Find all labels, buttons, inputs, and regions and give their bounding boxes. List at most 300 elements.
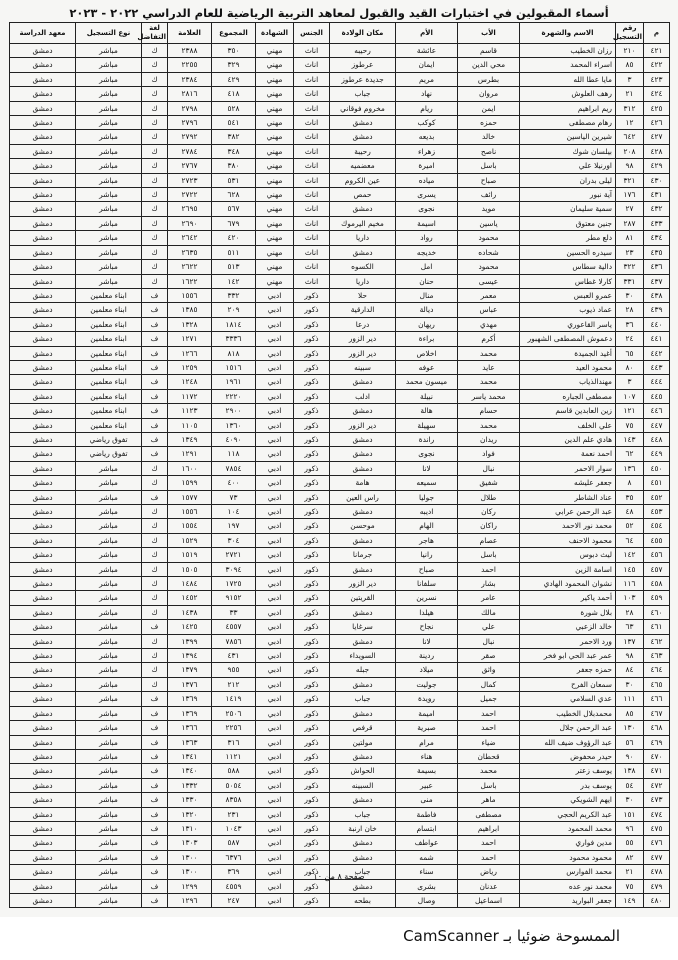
table-cell: ٩١٥٢ <box>212 591 256 605</box>
table-cell: ٦٣٧٦ <box>212 850 256 864</box>
table-cell: ٤٢٨ <box>644 144 670 158</box>
table-cell: ٤٢٥ <box>644 101 670 115</box>
table-cell: نهاد <box>396 87 458 101</box>
table-cell: مباشر <box>76 260 142 274</box>
table-row <box>10 101 670 115</box>
table-cell: دمشق <box>10 620 76 634</box>
table-cell: براءة <box>396 332 458 346</box>
table-cell: ابناء معلمين <box>76 303 142 317</box>
table-cell: ف <box>142 778 168 792</box>
table-cell: ادبي <box>256 850 294 864</box>
table-cell: دمشق <box>330 677 396 691</box>
table-cell: ك <box>142 159 168 173</box>
table-cell: دمشق <box>330 404 396 418</box>
table-cell: سلفانا <box>396 577 458 591</box>
table-cell: ك <box>142 101 168 115</box>
table-cell: دمشق <box>330 605 396 619</box>
table-cell: ك <box>142 663 168 677</box>
table-cell: ٣٦ <box>616 317 644 331</box>
column-header: المجموع <box>212 23 256 44</box>
table-cell: ٤٥٩ <box>644 591 670 605</box>
table-cell: مرام <box>396 735 458 749</box>
table-cell: السويداء <box>330 649 396 663</box>
table-cell: ابناء معلمين <box>76 375 142 389</box>
table-cell: ٤٤٩ <box>644 447 670 461</box>
table-cell: ف <box>142 404 168 418</box>
table-cell: ذكور <box>294 432 330 446</box>
table-cell: ذكور <box>294 706 330 720</box>
table-cell: ف <box>142 836 168 850</box>
table-cell: سيدره الحسين <box>520 245 616 259</box>
table-cell: يسرى <box>396 188 458 202</box>
table-cell: ٥٨٨ <box>212 764 256 778</box>
table-cell: ٤٤٠ <box>644 317 670 331</box>
table-cell: ٤٣٩ <box>644 303 670 317</box>
table-cell: دمشق <box>10 418 76 432</box>
table-row <box>10 130 670 144</box>
table-cell: ادبي <box>256 461 294 475</box>
table-row <box>10 418 670 432</box>
table-cell: ٤٣١ <box>212 649 256 663</box>
table-cell: رحيبة <box>330 144 396 158</box>
table-cell: محمود <box>458 260 520 274</box>
table-cell: ٤٧٥ <box>644 821 670 835</box>
table-cell: مباشر <box>76 87 142 101</box>
table-row <box>10 375 670 389</box>
table-cell: رائف <box>458 188 520 202</box>
scanner-label: الممسوحة ضوئيا بـ CamScanner <box>403 927 620 945</box>
table-cell: جباب <box>330 807 396 821</box>
table-cell: ٤٧٣ <box>644 793 670 807</box>
table-cell: ٥٦٧ <box>212 202 256 216</box>
table-cell: مباشر <box>76 274 142 288</box>
table-cell: ٤٥٥٧ <box>212 620 256 634</box>
table-cell: ادبي <box>256 360 294 374</box>
table-cell: ذكور <box>294 649 330 663</box>
table-cell: مباشر <box>76 893 142 907</box>
table-cell: ٢٨ <box>616 605 644 619</box>
table-cell: مباشر <box>76 865 142 879</box>
table-cell: مباشر <box>76 807 142 821</box>
table-cell: محمد <box>458 346 520 360</box>
table-cell: دمشق <box>10 72 76 86</box>
table-cell: احمد <box>458 721 520 735</box>
table-cell: ١١٢٣ <box>168 404 212 418</box>
table-cell: ف <box>142 375 168 389</box>
table-cell: ١٤٢ <box>616 548 644 562</box>
table-row <box>10 144 670 158</box>
table-cell: دمشق <box>10 274 76 288</box>
table-cell: ٦٤٢ <box>616 130 644 144</box>
table-cell: جوليا <box>396 490 458 504</box>
table-cell: ادبي <box>256 749 294 763</box>
table-cell: بلال شورة <box>520 605 616 619</box>
table-cell: صباح <box>396 562 458 576</box>
table-cell: ف <box>142 749 168 763</box>
table-cell: ٩٦ <box>616 821 644 835</box>
table-cell: مباشر <box>76 577 142 591</box>
table-cell: جميل <box>458 692 520 706</box>
table-cell: ٤٤٨ <box>644 432 670 446</box>
table-cell: ادبي <box>256 519 294 533</box>
table-row <box>10 317 670 331</box>
table-cell: ١٠٧ <box>616 389 644 403</box>
table-cell: ١٢٩١ <box>168 447 212 461</box>
table-cell: ذكور <box>294 490 330 504</box>
table-cell: ٣ <box>616 375 644 389</box>
table-cell: ابناء معلمين <box>76 360 142 374</box>
table-cell: ك <box>142 173 168 187</box>
table-cell: ٢٧ <box>616 202 644 216</box>
table-cell: ك <box>142 591 168 605</box>
table-cell: باسل <box>458 548 520 562</box>
table-cell: محمد نور عده <box>520 879 616 893</box>
table-cell: ذكور <box>294 447 330 461</box>
table-cell: ١٤٨٤ <box>168 577 212 591</box>
table-cell: ١٥٥٤ <box>168 519 212 533</box>
table-cell: راس العين <box>330 490 396 504</box>
table-cell: عبد الرحمن جلال <box>520 721 616 735</box>
table-cell: ذكور <box>294 533 330 547</box>
table-row <box>10 116 670 130</box>
table-cell: ذكور <box>294 807 330 821</box>
table-cell: مهندالذياب <box>520 375 616 389</box>
table-cell: ورد الاحمر <box>520 634 616 648</box>
table-cell: ف <box>142 764 168 778</box>
table-cell: ابناء معلمين <box>76 418 142 432</box>
table-cell: ٧٨٥٤ <box>212 461 256 475</box>
table-cell: رهام مصطفى <box>520 116 616 130</box>
table-cell: دمشق <box>10 101 76 115</box>
table-cell: ١٥١ <box>616 807 644 821</box>
table-cell: تفوق رياضي <box>76 432 142 446</box>
table-cell: عمرو العبس <box>520 288 616 302</box>
table-cell: محمود الاحنف <box>520 533 616 547</box>
table-cell: سناء <box>396 865 458 879</box>
table-cell: ١١٦ <box>616 577 644 591</box>
table-row <box>10 216 670 230</box>
table-cell: ذكور <box>294 591 330 605</box>
table-cell: عرطوز <box>330 58 396 72</box>
table-cell: مباشر <box>76 649 142 663</box>
table-cell: مباشر <box>76 821 142 835</box>
table-cell: ٣٠ <box>616 288 644 302</box>
table-cell: ف <box>142 893 168 907</box>
table-cell: خديجه <box>396 245 458 259</box>
table-cell: ديالة <box>396 303 458 317</box>
table-cell: ١١٢١ <box>212 749 256 763</box>
table-row <box>10 562 670 576</box>
table-cell: ١١١ <box>616 692 644 706</box>
table-cell: اميمة <box>396 706 458 720</box>
table-cell: مباشر <box>76 663 142 677</box>
table-cell: هالة <box>396 404 458 418</box>
table-cell: موحسن <box>330 519 396 533</box>
table-cell: ٥٣١ <box>212 173 256 187</box>
table-cell: ٣٣١ <box>616 274 644 288</box>
table-cell: مباشر <box>76 130 142 144</box>
table-cell: حلا <box>330 288 396 302</box>
table-cell: ١٥٥٦ <box>168 288 212 302</box>
table-row <box>10 749 670 763</box>
table-cell: ٢٢٥٦ <box>212 721 256 735</box>
table-cell: ادبي <box>256 577 294 591</box>
table-cell: خالد الزعبي <box>520 620 616 634</box>
table-cell: اناث <box>294 173 330 187</box>
table-row <box>10 577 670 591</box>
table-cell: داريا <box>330 274 396 288</box>
table-cell: ك <box>142 476 168 490</box>
table-cell: ذكور <box>294 389 330 403</box>
table-cell: ١٤٣٨ <box>168 605 212 619</box>
table-cell: ذكور <box>294 461 330 475</box>
table-cell: ادبي <box>256 418 294 432</box>
table-cell: ك <box>142 202 168 216</box>
table-cell: ١٠٤٣ <box>212 821 256 835</box>
table-cell: مباشر <box>76 461 142 475</box>
table-cell: ٤٠٠ <box>212 476 256 490</box>
table-cell: ادبي <box>256 476 294 490</box>
table-cell: مباشر <box>76 476 142 490</box>
table-cell: ٥٨٧ <box>212 836 256 850</box>
table-row <box>10 389 670 403</box>
table-cell: ف <box>142 360 168 374</box>
table-cell: ذكور <box>294 476 330 490</box>
table-cell: محي الدين <box>458 58 520 72</box>
table-cell: احمد <box>458 562 520 576</box>
table-cell: دمشق <box>10 893 76 907</box>
table-cell: دمشق <box>330 245 396 259</box>
table-cell: دمشق <box>10 389 76 403</box>
table-cell: مباشر <box>76 735 142 749</box>
column-header: م <box>644 23 670 44</box>
table-cell: ٢١ <box>616 865 644 879</box>
table-cell: ادبي <box>256 288 294 302</box>
table-cell: اناث <box>294 116 330 130</box>
table-cell: ١٣٠٣ <box>168 836 212 850</box>
table-cell: ٣٤٨ <box>212 144 256 158</box>
table-cell: آية نبور <box>520 188 616 202</box>
table-cell: لانا <box>396 461 458 475</box>
table-cell: ٤٢٢ <box>644 58 670 72</box>
table-cell: ف <box>142 317 168 331</box>
table-cell: ميلاد <box>396 663 458 677</box>
table-cell: مباشر <box>76 44 142 58</box>
column-header: الأم <box>396 23 458 44</box>
table-cell: دمشق <box>330 634 396 648</box>
table-cell: ٨ <box>616 476 644 490</box>
table-cell: مهني <box>256 159 294 173</box>
table-cell: قرفص <box>330 721 396 735</box>
table-row <box>10 447 670 461</box>
table-cell: عامر <box>458 591 520 605</box>
table-cell: ٢٦٩٠ <box>168 216 212 230</box>
column-header: رقم التسجيل <box>616 23 644 44</box>
table-cell: ف <box>142 620 168 634</box>
table-cell: محمد ياسر <box>458 389 520 403</box>
table-cell: مهني <box>256 274 294 288</box>
table-cell: ٤٧٨ <box>644 865 670 879</box>
table-cell: ادبي <box>256 375 294 389</box>
table-cell: كارلا غطاس <box>520 274 616 288</box>
table-row <box>10 836 670 850</box>
column-header: الجنس <box>294 23 330 44</box>
table-cell: ٤٤٧ <box>644 418 670 432</box>
table-cell: قاسم <box>458 44 520 58</box>
table-cell: ٤٣٥ <box>644 245 670 259</box>
table-cell: أغيد الجميدة <box>520 346 616 360</box>
table-cell: رحيبه <box>330 44 396 58</box>
table-cell: ذكور <box>294 663 330 677</box>
table-cell: ٤٦٢ <box>644 634 670 648</box>
table-row <box>10 821 670 835</box>
table-cell: سرغايا <box>330 620 396 634</box>
table-row <box>10 692 670 706</box>
table-cell: زين العابدين قاسم <box>520 404 616 418</box>
table-cell: ١٣٧٦ <box>168 677 212 691</box>
table-cell: ضياء <box>458 735 520 749</box>
table-cell: ٤٦١ <box>644 620 670 634</box>
table-cell: مهني <box>256 188 294 202</box>
table-cell: ف <box>142 447 168 461</box>
table-cell: بطحه <box>330 893 396 907</box>
table-cell: اميرة <box>396 159 458 173</box>
table-cell: ٤٢٧ <box>644 130 670 144</box>
table-cell: راندة <box>396 432 458 446</box>
table-cell: مباشر <box>76 533 142 547</box>
table-cell: دير الزور <box>330 332 396 346</box>
table-cell: ذكور <box>294 605 330 619</box>
table-cell: ف <box>142 807 168 821</box>
table-cell: دمشق <box>10 764 76 778</box>
table-row <box>10 764 670 778</box>
table-cell: ٢٦٣٥ <box>168 245 212 259</box>
table-cell: دمشق <box>10 850 76 864</box>
table-cell: ٨٠ <box>616 360 644 374</box>
table-cell: عدنان <box>458 879 520 893</box>
table-cell: ابناء معلمين <box>76 332 142 346</box>
table-cell: ١٣٦٦ <box>168 721 212 735</box>
table-cell: بطرس <box>458 72 520 86</box>
table-cell: مهني <box>256 116 294 130</box>
table-cell: دمشق <box>330 836 396 850</box>
table-cell: ١٢٥٩ <box>168 360 212 374</box>
table-cell: ٤٦٤ <box>644 663 670 677</box>
table-cell: اسيمة <box>396 216 458 230</box>
table-cell: مياده <box>396 173 458 187</box>
table-cell: ٤٧١ <box>644 764 670 778</box>
table-row <box>10 288 670 302</box>
table-cell: ٩٨ <box>616 649 644 663</box>
table-row <box>10 533 670 547</box>
table-cell: ٢٢٥٥ <box>168 58 212 72</box>
table-cell: ٨٥ <box>616 706 644 720</box>
table-cell: يوسف زعتر <box>520 764 616 778</box>
table-cell: ك <box>142 519 168 533</box>
table-cell: ادبي <box>256 735 294 749</box>
table-row <box>10 548 670 562</box>
table-cell: ادبي <box>256 505 294 519</box>
table-cell: هامة <box>330 476 396 490</box>
table-cell: ادبي <box>256 764 294 778</box>
table-cell: ٤٥٤ <box>644 519 670 533</box>
table-cell: ف <box>142 821 168 835</box>
table-cell: ١٩٧ <box>212 519 256 533</box>
table-row <box>10 490 670 504</box>
table-cell: ك <box>142 216 168 230</box>
table-cell: ٢٣٨٨ <box>168 44 212 58</box>
table-cell: ١٣٣٢ <box>168 778 212 792</box>
table-cell: ٥٦ <box>616 735 644 749</box>
table-cell: مباشر <box>76 490 142 504</box>
table-cell: ١٥١٩ <box>168 548 212 562</box>
table-cell: ادبي <box>256 836 294 850</box>
results-table <box>9 22 670 908</box>
table-cell: مباشر <box>76 634 142 648</box>
table-cell: ٢٦٤٢ <box>168 231 212 245</box>
table-cell: مهني <box>256 216 294 230</box>
table-cell: ١٣٠ <box>616 721 644 735</box>
table-cell: بديعه <box>396 130 458 144</box>
table-cell: ٥١١ <box>212 245 256 259</box>
table-cell: سميعه <box>396 476 458 490</box>
table-cell: اناث <box>294 260 330 274</box>
table-cell: ١٥٥٦ <box>168 505 212 519</box>
table-cell: ١٣٦٩ <box>168 706 212 720</box>
table-cell: أحمد ياكير <box>520 591 616 605</box>
table-cell: ٤٥١ <box>644 476 670 490</box>
table-cell: ادبي <box>256 605 294 619</box>
table-cell: ذكور <box>294 778 330 792</box>
table-cell: خان ارنبة <box>330 821 396 835</box>
table-cell: سمية سليمان <box>520 202 616 216</box>
table-cell: ١٣٤١ <box>168 749 212 763</box>
table-cell: ١٣٩٩ <box>168 634 212 648</box>
table-cell: ك <box>142 87 168 101</box>
table-cell: الحواش <box>330 764 396 778</box>
table-row <box>10 850 670 864</box>
table-cell: ابناء معلمين <box>76 346 142 360</box>
table-cell: نبيلة <box>396 389 458 403</box>
table-row <box>10 72 670 86</box>
table-cell: ١٣٣٠ <box>168 793 212 807</box>
table-row <box>10 591 670 605</box>
table-cell: سمعان الفرح <box>520 677 616 691</box>
column-header: الاسم والشهرة <box>520 23 616 44</box>
table-cell: ف <box>142 721 168 735</box>
table-cell: شيرين الياسين <box>520 130 616 144</box>
table-cell: ف <box>142 418 168 432</box>
table-cell: دير الزور <box>330 577 396 591</box>
table-cell: مدين فواري <box>520 836 616 850</box>
table-cell: رانيا <box>396 548 458 562</box>
table-cell: ٥٤١ <box>212 116 256 130</box>
table-cell: دمشق <box>10 360 76 374</box>
table-cell: عصام <box>458 533 520 547</box>
table-cell: ذكور <box>294 519 330 533</box>
table-cell: ف <box>142 432 168 446</box>
table-cell: ادبي <box>256 879 294 893</box>
table-cell: دمشق <box>10 577 76 591</box>
table-cell: نجوى <box>396 202 458 216</box>
table-cell: ذكور <box>294 505 330 519</box>
table-cell: دمشق <box>10 432 76 446</box>
table-cell: ٢٧٨٤ <box>168 144 212 158</box>
table-cell: وصال <box>396 893 458 907</box>
table-cell: محمد <box>458 418 520 432</box>
table-cell: شحاده <box>458 245 520 259</box>
table-cell: ليث دبوس <box>520 548 616 562</box>
